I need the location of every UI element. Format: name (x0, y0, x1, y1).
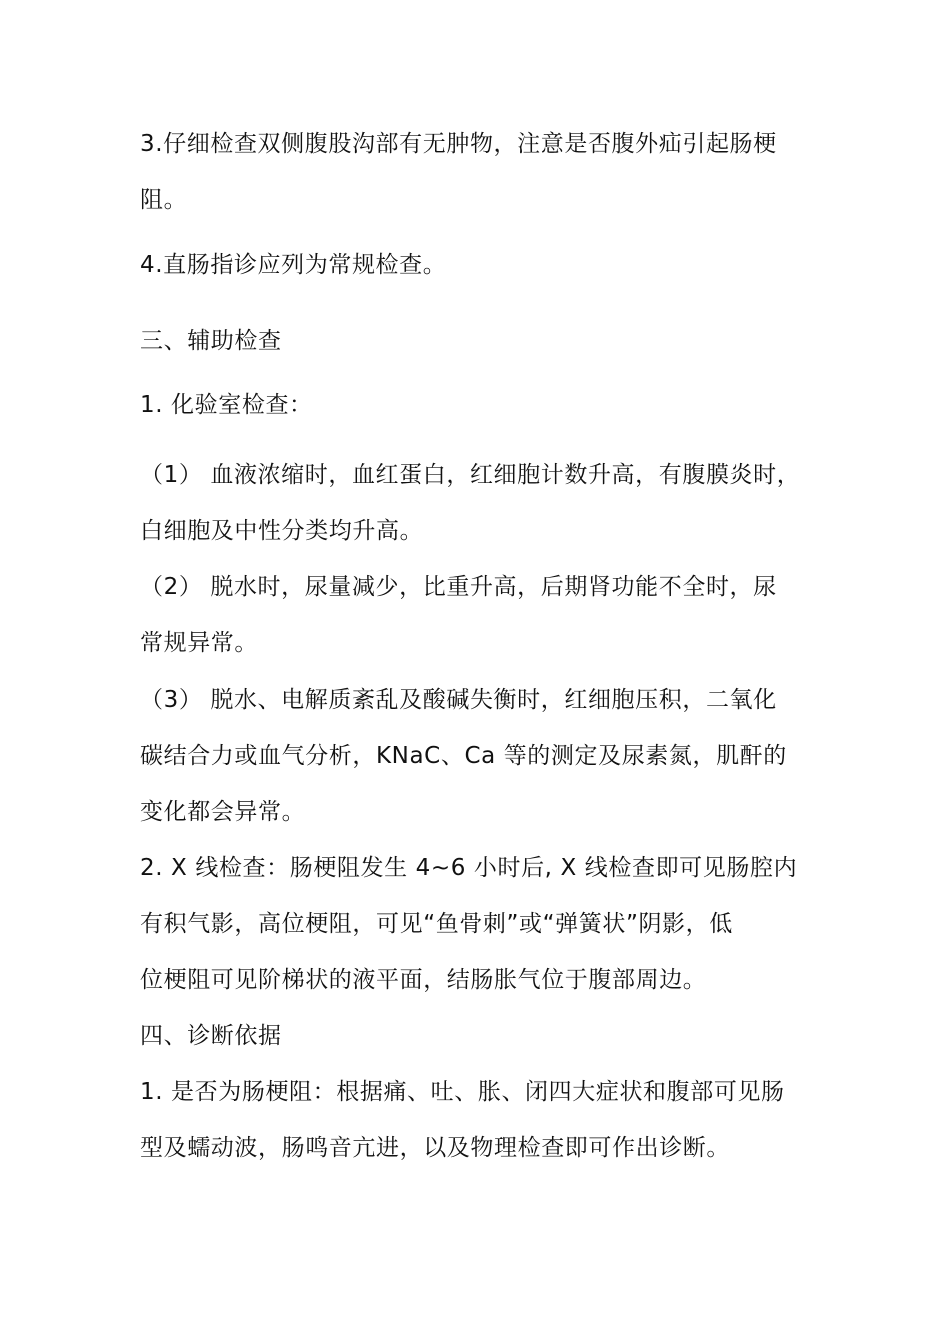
section-heading: 三、辅助检查 (140, 328, 282, 354)
paragraph-line: 阻。 (140, 187, 188, 213)
paragraph-line: （2） 脱水时，尿量减少，比重升高，后期肾功能不全时，尿 (140, 574, 777, 600)
subsection-heading: 1. 是否为肠梗阻：根据痛、吐、胀、闭四大症状和腹部可见肠 (140, 1079, 785, 1105)
paragraph-line: 型及蠕动波，肠鸣音亢进，以及物理检查即可作出诊断。 (140, 1135, 730, 1161)
paragraph-line: 4.直肠指诊应列为常规检查。 (140, 252, 447, 278)
subsection-heading: 2. X 线检查：肠梗阻发生 4~6 小时后, X 线检查即可见肠腔内 (140, 855, 798, 881)
paragraph-line: 变化都会异常。 (140, 799, 306, 825)
paragraph-line: 位梗阻可见阶梯状的液平面，结肠胀气位于腹部周边。 (140, 967, 707, 993)
paragraph-line: 有积气影，高位梗阻，可见“鱼骨刺”或“弹簧状”阴影，低 (140, 911, 733, 937)
paragraph-line: （3） 脱水、电解质紊乱及酸碱失衡时，红细胞压积，二氧化 (140, 687, 777, 713)
section-heading: 四、诊断依据 (140, 1023, 282, 1049)
paragraph-line: 常规异常。 (140, 630, 258, 656)
paragraph-line: 碳结合力或血气分析，KNaC、Ca 等的测定及尿素氮，肌酐的 (140, 743, 787, 769)
subsection-heading: 1. 化验室检查： (140, 392, 313, 418)
paragraph-line: 3.仔细检查双侧腹股沟部有无肿物，注意是否腹外疝引起肠梗 (140, 131, 777, 157)
paragraph-line: （1） 血液浓缩时，血红蛋白，红细胞计数升高，有腹膜炎时， (140, 462, 801, 488)
paragraph-line: 白细胞及中性分类均升高。 (140, 518, 424, 544)
